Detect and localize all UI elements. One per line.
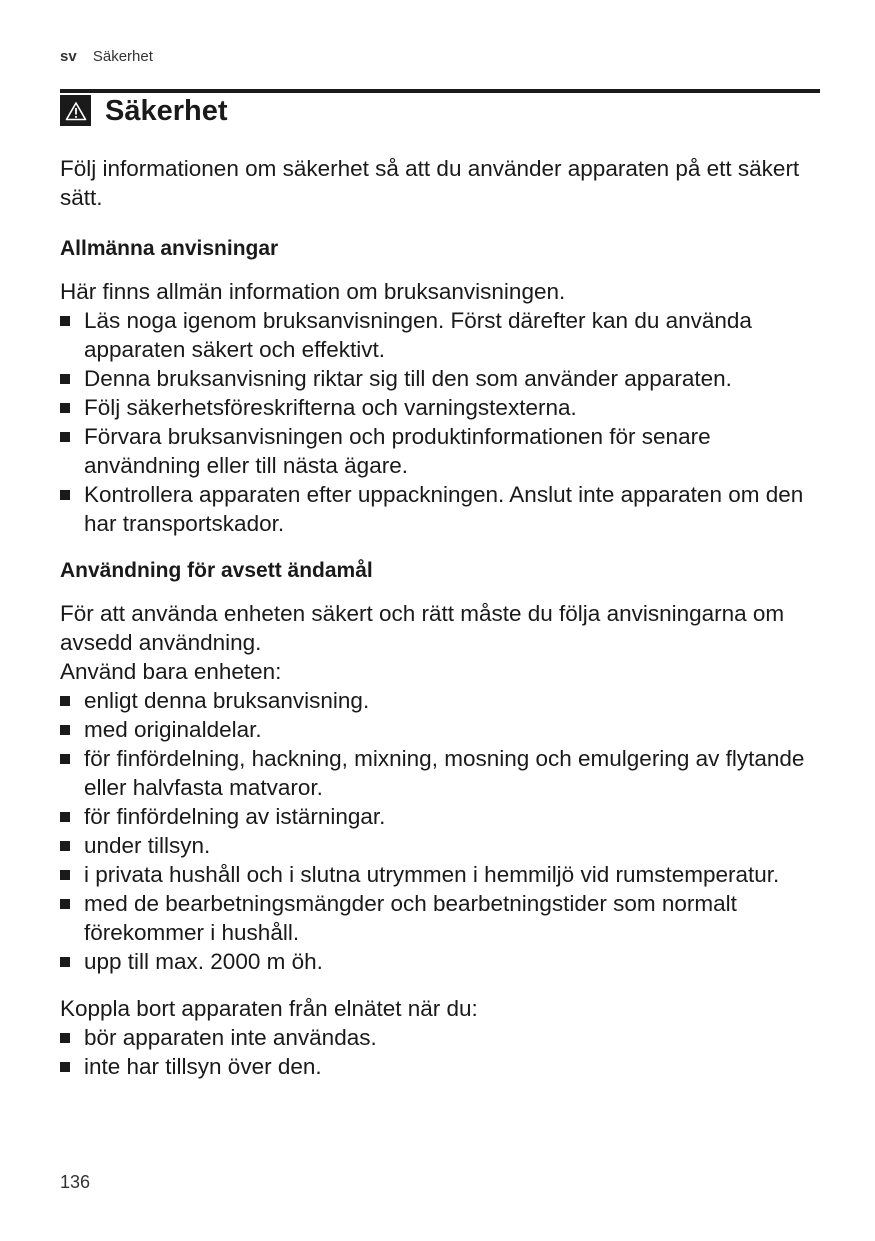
general-heading: Allmänna anvisningar	[60, 237, 279, 260]
running-header	[60, 48, 153, 65]
list-item: bör apparaten inte användas.	[60, 1023, 830, 1052]
list-item: Förvara bruksanvisningen och produktinformationen för senare användning eller till nästa ägare.	[60, 422, 830, 480]
list-item: Läs noga igenom bruksanvisningen. Först därefter kan du använda apparaten säkert och effektivt.	[60, 306, 830, 364]
list-item: med de bearbetningsmängder och bearbetningstider som normalt förekommer i hushåll.	[60, 889, 830, 947]
main-content	[60, 154, 830, 1081]
intended-lead: För att använda enheten säkert och rätt måste du följa anvisningarna om avsedd användning.	[60, 601, 785, 655]
page-number: 136	[60, 1172, 91, 1192]
intended-lead2: Använd bara enheten:	[60, 659, 282, 684]
list-item: för finfördelning av istärningar.	[60, 802, 830, 831]
list-item: Kontrollera apparaten efter uppackningen. Anslut inte apparaten om den har transportskador.	[60, 480, 830, 538]
list-item: för finfördelning, hackning, mixning, mosning och emulgering av flytande eller halvfasta matvaror.	[60, 744, 830, 802]
list-item: enligt denna bruksanvisning.	[60, 686, 830, 715]
list-item: upp till max. 2000 m öh.	[60, 947, 830, 976]
intended-heading: Användning för avsett ändamål	[60, 559, 373, 582]
disconnect-lead: Koppla bort apparaten från elnätet när du:	[60, 996, 478, 1021]
page-title: Säkerhet	[105, 95, 228, 127]
language-code: sv	[60, 48, 77, 65]
general-lead: Här finns allmän information om bruksanvisningen.	[60, 279, 566, 304]
list-item: i privata hushåll och i slutna utrymmen i hemmiljö vid rumstemperatur.	[60, 860, 830, 889]
list-item: Följ säkerhetsföreskrifterna och varningstexterna.	[60, 393, 830, 422]
title-row	[60, 93, 228, 128]
list-item: Denna bruksanvisning riktar sig till den som använder apparaten.	[60, 364, 830, 393]
header-section: Säkerhet	[92, 48, 153, 65]
warning-icon	[60, 95, 91, 126]
general-list	[60, 306, 830, 538]
disconnect-list	[60, 1023, 830, 1081]
list-item: med originaldelar.	[60, 715, 830, 744]
intro-text: Följ informationen om säkerhet så att du använder apparaten på ett säkert sätt.	[60, 156, 800, 210]
list-item: inte har tillsyn över den.	[60, 1052, 830, 1081]
intended-list	[60, 686, 830, 976]
list-item: under tillsyn.	[60, 831, 830, 860]
